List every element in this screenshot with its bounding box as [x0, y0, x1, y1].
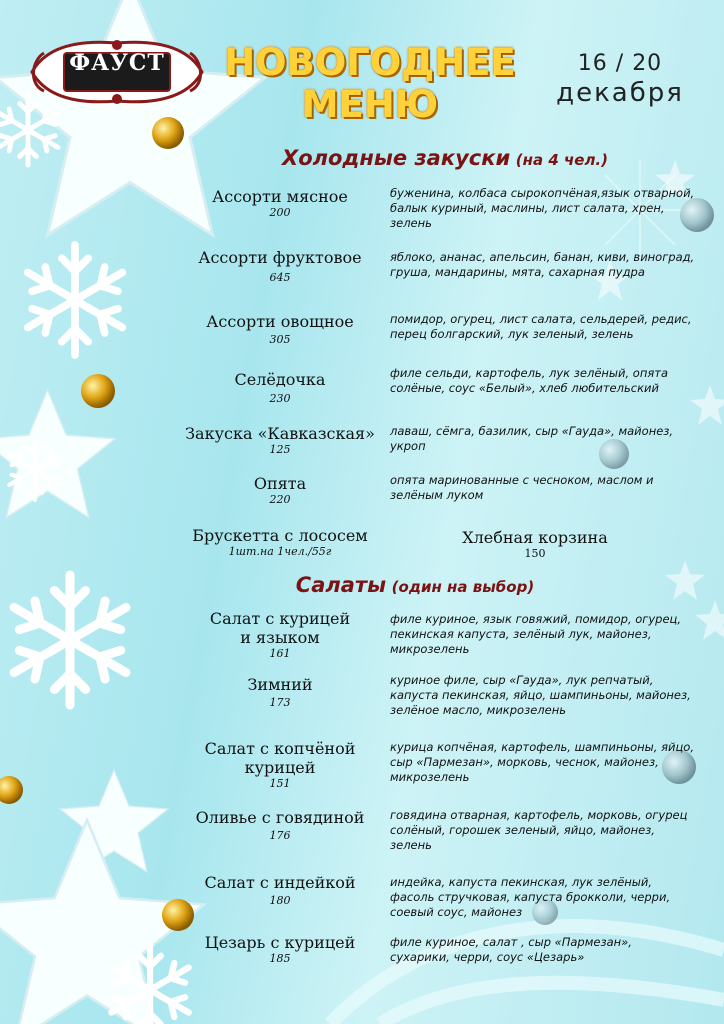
item-name: Брускетта с лососем: [192, 526, 368, 545]
dates-month: декабря: [556, 78, 684, 108]
menu-item: [170, 873, 390, 908]
item-weight: 173: [269, 696, 291, 709]
item-description: куриное филе, сыр «Гауда», лук репчатый, капуста пекинская, яйцо, шампиньоны, майонез, зелёное масло, микрозелень: [390, 673, 691, 717]
item-description: курица копчёная, картофель, шампиньоны, яйцо, сыр «Пармезан», морковь, чеснок, майонез, микрозелень: [390, 740, 694, 784]
item-weight: 185: [269, 952, 291, 965]
menu-title: [205, 42, 535, 126]
item-weight: 645: [269, 271, 291, 284]
section-title: Салаты: [295, 573, 387, 597]
item-name: Опята: [253, 474, 307, 493]
item-description: яблоко, ананас, апельсин, банан, киви, виноград, груша, мандарины, мята, сахарная пудра: [390, 250, 695, 279]
item-name: Закуска «Кавказская»: [185, 424, 375, 443]
item-name: Селёдочка: [234, 370, 326, 389]
section-cold-appetizers: [200, 146, 690, 170]
item-weight: 176: [269, 829, 291, 842]
title-line-1: НОВОГОДНЕЕ: [224, 41, 516, 84]
section-subtitle: (на 4 чел.): [515, 151, 608, 169]
item-weight: 230: [269, 392, 291, 405]
item-name: Ассорти фруктовое: [198, 248, 362, 267]
item-weight: 220: [269, 493, 291, 506]
item-name: Зимний: [247, 675, 313, 694]
item-description: говядина отварная, картофель, морковь, огурец солёный, горошек зеленый, яйцо, майонез, зелень: [390, 808, 688, 852]
item-description: индейка, капуста пекинская, лук зелёный, фасоль стручковая, капуста брокколи, черри, соевый соус, майонез: [390, 875, 671, 919]
item-description: буженина, колбаса сырокопчёная,язык отварной, балык куриный, маслины, лист салата, хрен, зелень: [390, 186, 695, 230]
item-description: опята маринованные с чесноком, маслом и зелёным луком: [390, 473, 654, 502]
bread-basket-item: [420, 528, 650, 561]
item-weight: 161: [269, 647, 291, 660]
section-title: Холодные закуски: [282, 146, 511, 170]
item-weight: 151: [269, 777, 291, 790]
menu-item: [170, 248, 390, 285]
menu-item: [170, 739, 390, 791]
item-name: Ассорти овощное: [206, 312, 354, 331]
item-description: лаваш, сёмга, базилик, сыр «Гауда», майонез, укроп: [390, 424, 674, 453]
item-name: Салат с курицей: [209, 609, 351, 628]
item-name: Хлебная корзина: [462, 528, 608, 547]
menu-dates: [540, 50, 700, 108]
menu-item: [170, 424, 390, 457]
menu-item: [170, 808, 390, 843]
section-salads: [170, 573, 660, 597]
item-weight: 125: [269, 443, 291, 456]
menu-item: [170, 609, 390, 661]
menu-item: [170, 187, 390, 220]
dates-days: 16 / 20: [577, 51, 663, 76]
title-line-2: МЕНЮ: [301, 83, 439, 126]
item-name: Ассорти мясное: [212, 187, 348, 206]
logo-text: ФАУСТ: [69, 50, 165, 76]
item-weight: 150: [524, 547, 546, 560]
menu-item: [170, 474, 390, 507]
menu-item: [170, 675, 390, 710]
item-description: филе куриное, язык говяжий, помидор, огурец, пекинская капуста, зелёный лук, майонез, микрозелень: [390, 612, 682, 656]
item-description: филе куриное, салат , сыр «Пармезан», сухарики, черри, соус «Цезарь»: [390, 935, 632, 964]
item-name: Цезарь с курицей: [204, 933, 356, 952]
item-weight: 305: [269, 333, 291, 346]
menu-item: [170, 526, 390, 559]
item-name-line-2: курицей: [244, 758, 316, 777]
item-weight: 1шт.на 1чел./55г: [228, 545, 332, 558]
item-description: помидор, огурец, лист салата, сельдерей, редис, перец болгарский, лук зеленый, зелень: [390, 312, 692, 341]
item-weight: 200: [269, 206, 291, 219]
item-name: Оливье с говядиной: [195, 808, 365, 827]
menu-item: [170, 933, 390, 966]
menu-item: [170, 312, 390, 347]
section-subtitle: (один на выбор): [391, 578, 535, 596]
item-name-line-2: и языком: [240, 628, 320, 647]
item-name: Салат с индейкой: [204, 873, 356, 892]
item-name: Салат с копчёной: [204, 739, 356, 758]
item-weight: 180: [269, 894, 291, 907]
menu-item: [170, 370, 390, 406]
item-description: филе сельди, картофель, лук зелёный, опята солёные, соус «Белый», хлеб любительский: [390, 366, 668, 395]
